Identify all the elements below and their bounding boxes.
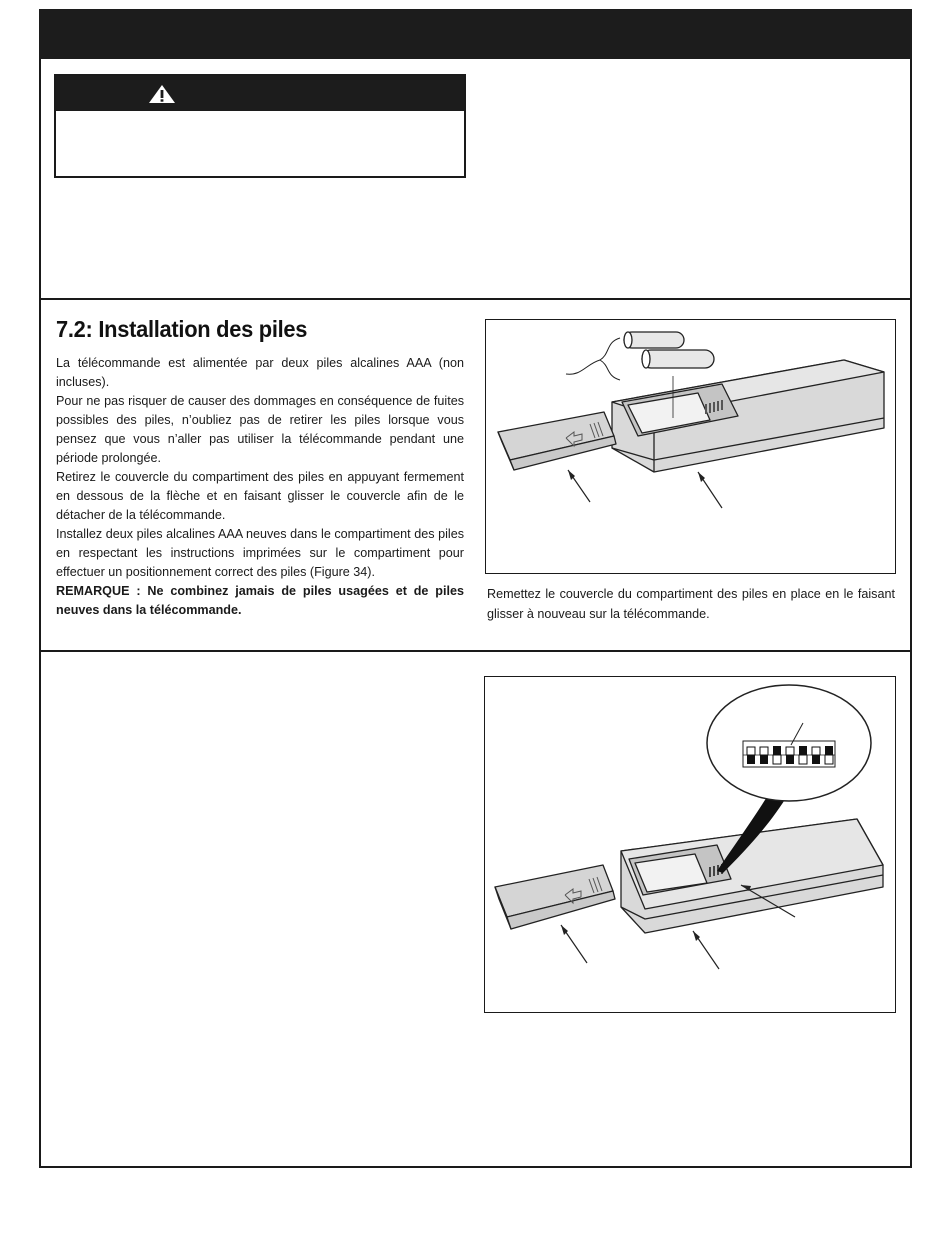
instructions-text bbox=[56, 354, 464, 620]
section-divider-2 bbox=[39, 650, 912, 652]
dip-switch-illustration bbox=[485, 677, 894, 1011]
paragraph-remove-cover: Retirez le couvercle du compartiment des piles en appuyant fermement en dessous de la flèche et en faisant glisser le couvercle afin de le détacher de la télécommande. bbox=[56, 470, 464, 522]
warning-triangle-icon bbox=[148, 84, 176, 104]
dip-switch-figure bbox=[484, 676, 896, 1013]
paragraph-install-batteries: Installez deux piles alcalines AAA neuves dans le compartiment des piles en respectant les instructions imprimées sur le compartiment pour effectuer un positionnement correct des piles (Figure 34). bbox=[56, 527, 464, 579]
note-do-not-mix: REMARQUE : Ne combinez jamais de piles usagées et de piles neuves dans la télécommande. bbox=[56, 584, 464, 617]
warning-box bbox=[54, 74, 466, 178]
dip-switch-bank bbox=[743, 741, 835, 767]
figure-caption: Remettez le couvercle du compartiment des piles en place en le faisant glisser à nouveau sur la télécommande. bbox=[487, 587, 895, 621]
header-bar bbox=[39, 9, 912, 59]
paragraph-batteries-type: La télécommande est alimentée par deux piles alcalines AAA (non incluses). bbox=[56, 356, 464, 389]
paragraph-leak-warning: Pour ne pas risquer de causer des dommages en conséquence de fuites possibles des piles, n’oubliez pas de retirer les piles lorsque vous pensez que vous n’aller pas utiliser la télécommande pendant une période prolongée. bbox=[56, 394, 464, 465]
battery-install-figure bbox=[485, 319, 896, 574]
battery-install-illustration bbox=[486, 320, 894, 572]
section-title: 7.2: Installation des piles bbox=[56, 316, 308, 342]
battery-shapes bbox=[624, 332, 714, 368]
section-divider-1 bbox=[39, 298, 912, 300]
warning-header bbox=[56, 76, 464, 111]
